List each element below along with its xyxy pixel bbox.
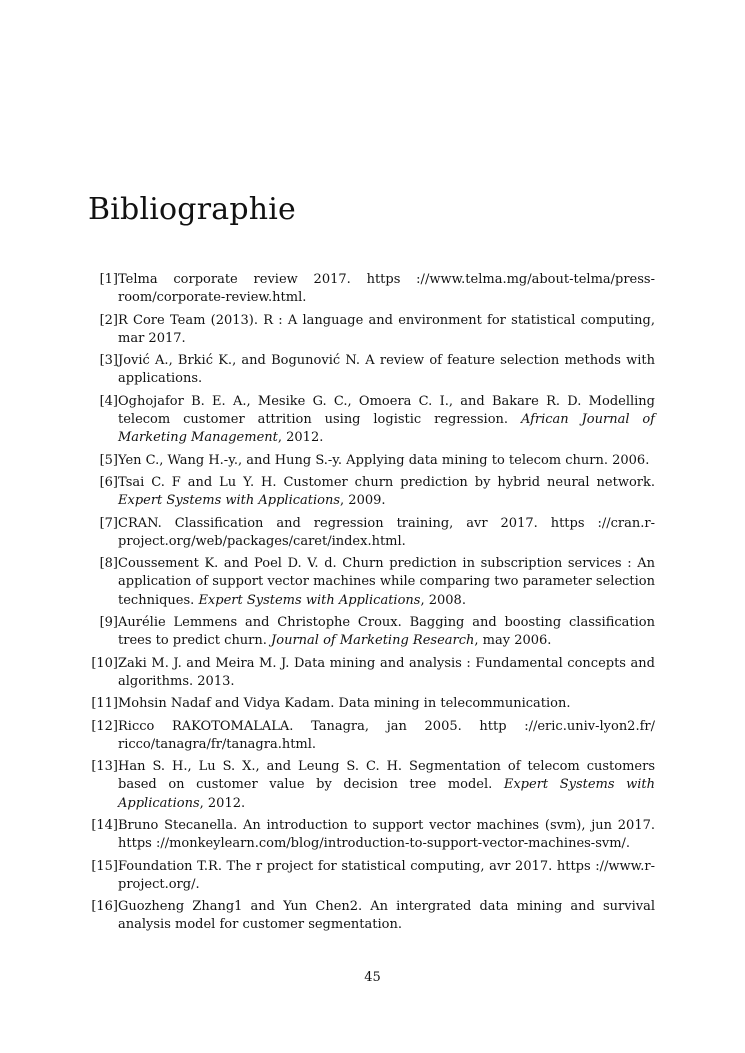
reference-number: [5] [99, 452, 118, 468]
reference-item [88, 758, 655, 813]
reference-number: [7] [99, 515, 118, 531]
reference-journal: Expert Systems with Applications [198, 592, 421, 608]
reference-body: Telma corporate review 2017. https ://www.telma.mg/about-telma/press-room/corporate-review.html. [118, 272, 655, 306]
reference-body: Oghojafor B. E. A., Mesike G. C., Omoera C. I., and Bakare R. D. Modelling telecom customer attrition using logistic regression. [118, 393, 655, 427]
reference-body: CRAN. Classification and regression training, avr 2017. https ://cran.r-project.org/web/packages/caret/index.html. [118, 515, 655, 549]
reference-journal: Expert Systems with Applications [118, 493, 341, 509]
reference-item [88, 452, 655, 470]
reference-body: Jović A., Brkić K., and Bogunović N. A review of feature selection methods with applications. [118, 353, 655, 387]
reference-year: , 2012. [277, 430, 324, 446]
reference-journal: Expert Systems with Applications [118, 777, 655, 811]
reference-item [88, 817, 655, 853]
reference-text [118, 695, 655, 713]
reference-item [88, 655, 655, 691]
reference-text [118, 898, 655, 934]
reference-body: Tsai C. F and Lu Y. H. Customer churn prediction by hybrid neural network. [118, 474, 655, 490]
reference-item [88, 718, 655, 754]
reference-number: [6] [99, 474, 118, 490]
reference-text [118, 474, 655, 510]
reference-body: Bruno Stecanella. An introduction to support vector machines (svm), jun 2017. https ://monkeylearn.com/blog/introduction-to-support-vector-machines-svm/. [118, 817, 655, 852]
reference-text [118, 452, 655, 470]
reference-body: Mohsin Nadaf and Vidya Kadam. Data mining in telecommunication. [118, 696, 571, 712]
reference-number: [15] [91, 858, 118, 874]
reference-item [88, 393, 655, 448]
reference-number: [16] [91, 899, 118, 915]
reference-text [118, 393, 655, 448]
reference-text [118, 655, 655, 691]
reference-journal: Journal of Marketing Research [271, 633, 475, 649]
reference-number: [10] [91, 655, 118, 671]
reference-text [118, 858, 655, 894]
reference-text [118, 614, 655, 650]
reference-item [88, 695, 655, 713]
reference-body: Coussement K. and Poel D. V. d. Churn prediction in subscription services : An application of support vector machines while comparing two parameter selection techniques. [118, 556, 655, 608]
reference-item [88, 271, 655, 307]
reference-item [88, 474, 655, 510]
reference-year: , may 2006. [474, 633, 552, 649]
reference-item [88, 614, 655, 650]
reference-body: Yen C., Wang H.-y., and Hung S.-y. Applying data mining to telecom churn. 2006. [118, 452, 650, 468]
reference-body: Ricco RAKOTOMALALA. Tanagra, jan 2005. http ://eric.univ-lyon2.fr/ ricco/tanagra/fr/tanagra.html. [118, 718, 655, 752]
reference-body: Foundation T.R. The r project for statistical computing, avr 2017. https ://www.r-project.org/. [118, 858, 655, 892]
reference-body: Aurélie Lemmens and Christophe Croux. Bagging and boosting classification trees to predict churn. [118, 614, 655, 649]
reference-body: Han S. H., Lu S. X., and Leung S. C. H. Segmentation of telecom customers based on customer value by decision tree model. [118, 759, 655, 793]
reference-year: , 2009. [340, 493, 386, 509]
reference-year: , 2008. [420, 592, 466, 608]
reference-body: R Core Team (2013). R : A language and environment for statistical computing, mar 2017. [118, 312, 655, 346]
reference-year: , 2012. [199, 795, 246, 811]
reference-item [88, 515, 655, 551]
reference-number: [2] [99, 312, 118, 328]
reference-number: [13] [91, 759, 118, 775]
reference-text [118, 555, 655, 610]
reference-item [88, 312, 655, 348]
reference-number: [11] [91, 696, 118, 712]
reference-number: [1] [99, 272, 118, 287]
reference-text [118, 718, 655, 754]
reference-number: [14] [91, 817, 118, 833]
reference-number: [12] [91, 718, 118, 734]
reference-number: [4] [99, 393, 118, 409]
reference-item [88, 352, 655, 388]
reference-list [88, 271, 655, 939]
reference-text [118, 271, 655, 307]
reference-text [118, 312, 655, 348]
reference-text [118, 352, 655, 388]
reference-body: Zaki M. J. and Meira M. J. Data mining and analysis : Fundamental concepts and algorithms. 2013. [118, 655, 655, 689]
page-number: 45 [364, 970, 381, 985]
reference-number: [8] [99, 556, 118, 572]
reference-item [88, 555, 655, 610]
reference-number: [9] [99, 614, 118, 630]
reference-journal: African Journal of Marketing Management [118, 411, 655, 446]
reference-text [118, 817, 655, 853]
reference-text [118, 758, 655, 813]
page-title: Bibliographie [88, 192, 297, 227]
reference-body: Guozheng Zhang1 and Yun Chen2. An intergrated data mining and survival analysis model for customer segmentation. [118, 899, 655, 933]
reference-number: [3] [99, 353, 118, 369]
reference-text [118, 515, 655, 551]
reference-item [88, 858, 655, 894]
reference-item [88, 898, 655, 934]
